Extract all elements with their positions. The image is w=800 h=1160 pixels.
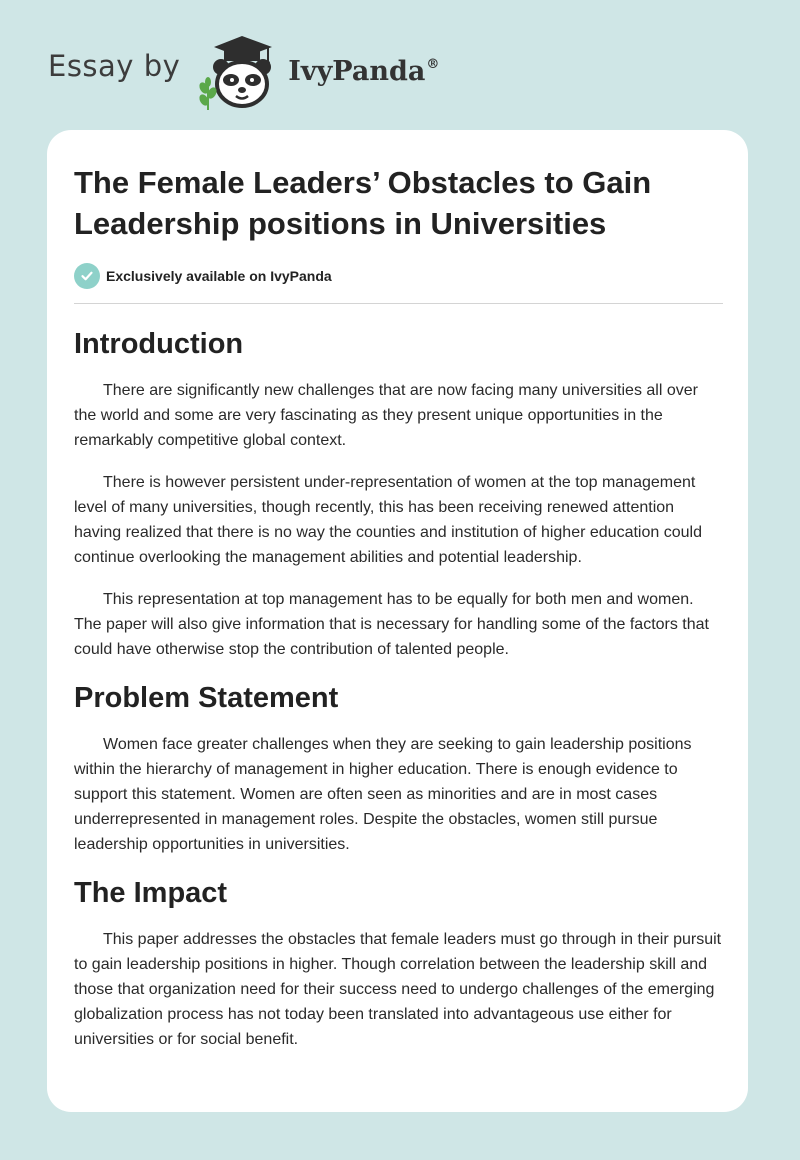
paragraph: This representation at top management has to be equally for both men and women. The paper will also give information that is necessary for handling some of the factors that could have otherwise stop the contribution of talented people. [74, 591, 709, 658]
site-header [48, 30, 439, 110]
section-heading-introduction: Introduction [74, 328, 244, 360]
registered-mark: ® [426, 56, 440, 72]
paragraph: This paper addresses the obstacles that female leaders must go through in their pursuit to gain leadership positions in higher. Though correlation between the leadership skill and those that organization need for their success need to undergo challenges of the emerging globalization process has not today been translated into advantageous use either for universities or for social benefit. [74, 931, 722, 1048]
exclusive-badge-label: Exclusively available on IvyPanda [106, 268, 332, 284]
essay-by-label: Essay by [48, 49, 181, 83]
section-heading-problem-statement: Problem Statement [74, 682, 339, 714]
paragraph: There is however persistent under-representation of women at the top management level of many universities, though recently, this has been receiving renewed attention having realized that there is no way the counties and institution of higher education could continue overlooking the management abilities and potential leadership. [74, 474, 702, 566]
essay-title: The Female Leaders’ Obstacles to Gain Leadership positions in Universities [74, 165, 652, 241]
section-heading-the-impact: The Impact [74, 877, 228, 909]
exclusive-badge [74, 263, 724, 289]
paragraph: There are significantly new challenges that are now facing many universities all over the world and some are very fascinating as they present unique opportunities in the remarkably competitive global context. [74, 382, 698, 449]
panda-logo-icon [194, 30, 284, 110]
paragraph: Women face greater challenges when they are seeking to gain leadership positions within the hierarchy of management in higher education. There is enough evidence to support this statement. Women are often seen as minorities and are in most cases underrepresented in management roles. Despite the obstacles, women still pursue leadership opportunities in universities. [74, 736, 692, 853]
title-divider [74, 303, 723, 304]
brand-name[interactable]: IvyPanda® [288, 55, 440, 87]
check-icon [74, 263, 100, 289]
essay-card [47, 130, 748, 1112]
essay-content [74, 162, 724, 1052]
